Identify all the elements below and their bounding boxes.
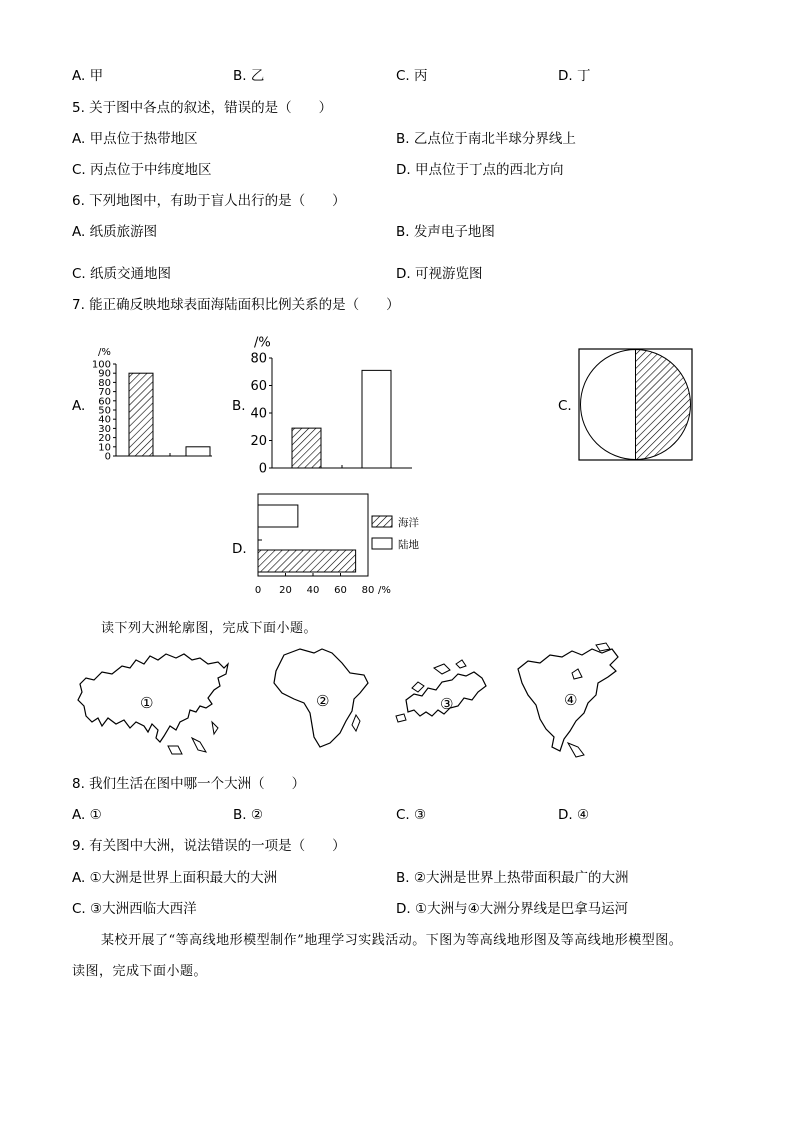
- chart-a-y-tick-label: 10: [98, 442, 111, 454]
- chart-a-y-tick-label: 70: [98, 387, 111, 399]
- continent-label-1: ①: [140, 694, 154, 712]
- chart-a-y-label: /%: [98, 347, 111, 358]
- chart-d-legend-swatch-1: [372, 516, 392, 527]
- q8-option-c: C. ③: [396, 807, 427, 823]
- q6-stem: 6. 下列地图中，有助于盲人出行的是（ ）: [72, 193, 346, 209]
- passage-2-line-2: 读图，完成下面小题。: [72, 964, 208, 979]
- chart-d-legend-swatch-2: [372, 538, 392, 549]
- chart-b-bar-2: [362, 370, 391, 468]
- q4-option-c: C. 丙: [396, 68, 428, 84]
- q5-option-b: B. 乙点位于南北半球分界线上: [396, 131, 576, 147]
- continent-europe-map: [392, 658, 492, 730]
- continent-label-4: ④: [564, 691, 578, 709]
- q4-option-a: A. 甲: [72, 68, 104, 84]
- chart-a-y-tick-label: 80: [98, 377, 111, 389]
- q7-stem: 7. 能正确反映地球表面海陆面积比例关系的是（ ）: [72, 297, 400, 313]
- chart-a-y-tick-label: 100: [91, 359, 111, 371]
- q5-option-a: A. 甲点位于热带地区: [72, 131, 198, 147]
- chart-b-bar-1: [292, 428, 321, 468]
- chart-a-label: A.: [72, 398, 86, 414]
- chart-d-x-tick-label: 80: [361, 585, 375, 596]
- q9-option-b: B. ②大洲是世界上热带面积最广的大洲: [396, 870, 629, 886]
- chart-d-bar-2: [258, 550, 356, 572]
- chart-a: [90, 338, 230, 468]
- continent-label-3: ③: [440, 695, 454, 713]
- q9-option-c: C. ③大洲西临大西洋: [72, 901, 197, 917]
- q8-stem: 8. 我们生活在图中哪一个大洲（ ）: [72, 776, 306, 792]
- chart-a-y-tick-label: 60: [98, 396, 111, 408]
- continent-asia-map: [72, 642, 232, 767]
- chart-b-y-label: /%: [254, 335, 271, 351]
- q6-option-a: A. 纸质旅游图: [72, 224, 158, 240]
- q5-stem: 5. 关于图中各点的叙述，错误的是（ ）: [72, 100, 333, 116]
- passage-2-line-1: 某校开展了“等高线地形模型制作”地理学习实践活动。下图为等高线地形图及等高线地形模型图。: [101, 933, 683, 948]
- chart-d-legend-label-2: 陆地: [398, 539, 419, 551]
- q9-option-d: D. ①大洲与④大洲分界线是巴拿马运河: [396, 901, 629, 917]
- chart-a-bar-2: [186, 447, 210, 456]
- chart-c: [578, 348, 694, 462]
- q4-option-b: B. 乙: [233, 68, 265, 84]
- q6-option-c: C. 纸质交通地图: [72, 266, 172, 282]
- chart-d-x-tick-label: 40: [306, 585, 320, 596]
- chart-b-y-tick-label: 0: [258, 461, 267, 477]
- continent-africa-map: [270, 645, 375, 755]
- chart-d-label: D.: [232, 541, 247, 557]
- passage-1: 读下列大洲轮廓图，完成下面小题。: [101, 621, 318, 636]
- q9-stem: 9. 有关图中大洲，说法错误的一项是（ ）: [72, 838, 346, 854]
- q8-option-d: D. ④: [558, 807, 590, 823]
- chart-a-y-tick-label: 20: [98, 433, 111, 445]
- chart-b-y-tick-label: 60: [250, 379, 267, 395]
- chart-b: [250, 324, 420, 479]
- chart-d-x-tick-label: 60: [334, 585, 347, 596]
- chart-a-y-tick-label: 30: [98, 423, 111, 435]
- chart-a-y-tick-label: 40: [98, 414, 111, 426]
- chart-a-y-tick-label: 50: [98, 405, 111, 417]
- chart-b-y-tick-label: 40: [250, 406, 267, 422]
- q8-option-b: B. ②: [233, 807, 263, 823]
- q5-option-c: C. 丙点位于中纬度地区: [72, 162, 212, 178]
- chart-d: [250, 490, 450, 605]
- chart-a-y-tick-label: 0: [104, 451, 111, 463]
- chart-d-legend-label-1: 海洋: [398, 517, 419, 529]
- chart-d-bar-1: [258, 505, 298, 527]
- chart-d-x-tick-label: 0: [254, 585, 262, 596]
- chart-b-y-tick-label: 20: [250, 434, 267, 450]
- q4-option-d: D. 丁: [558, 68, 591, 84]
- continent-label-2: ②: [316, 692, 330, 710]
- chart-b-y-tick-label: 80: [250, 351, 267, 367]
- q6-option-b: B. 发声电子地图: [396, 224, 495, 240]
- q8-option-a: A. ①: [72, 807, 102, 823]
- continent-north-america-map: [512, 643, 627, 763]
- chart-a-y-tick-label: 90: [98, 368, 111, 380]
- chart-c-label: C.: [558, 398, 572, 414]
- chart-a-bar-1: [129, 373, 153, 456]
- chart-d-x-tick-label: 20: [279, 585, 292, 596]
- q9-option-a: A. ①大洲是世界上面积最大的大洲: [72, 870, 278, 886]
- chart-b-label: B.: [232, 398, 246, 414]
- q6-option-d: D. 可视游览图: [396, 266, 483, 282]
- chart-d-x-label: /%: [378, 585, 391, 596]
- q5-option-d: D. 甲点位于丁点的西北方向: [396, 162, 564, 178]
